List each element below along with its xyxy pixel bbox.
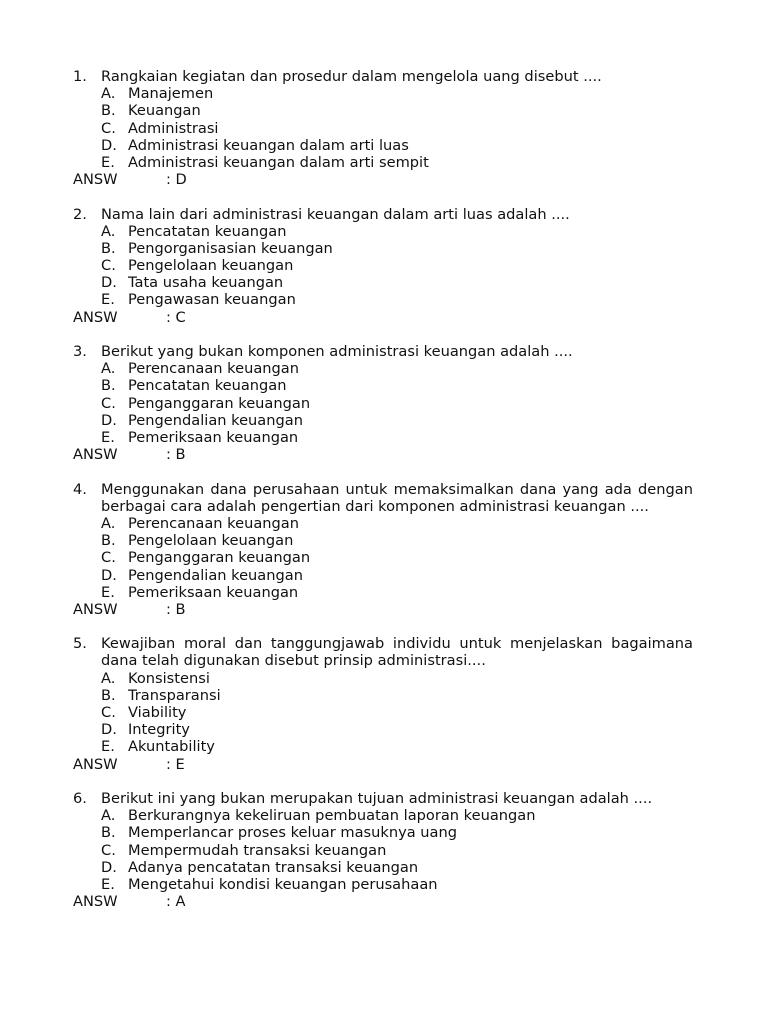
answer-line <box>0 446 768 463</box>
option-text: Pemeriksaan keuangan <box>128 583 299 601</box>
question-header <box>0 68 693 85</box>
question-5 <box>0 635 768 773</box>
option-letter: C. <box>101 841 116 859</box>
option-text: Konsistensi <box>128 669 210 687</box>
option-a <box>0 807 768 824</box>
option-b <box>0 240 768 257</box>
option-text: Memperlancar proses keluar masuknya uang <box>128 824 458 842</box>
question-text: Rangkaian kegiatan dan prosedur dalam mengelola uang disebut .... <box>101 68 602 85</box>
option-text: Adanya pencatatan transaksi keuangan <box>128 858 419 876</box>
option-c <box>0 257 768 274</box>
option-letter: D. <box>101 274 117 292</box>
option-text: Viability <box>128 704 187 722</box>
option-text: Pencatatan keuangan <box>128 222 287 240</box>
option-text: Perencanaan keuangan <box>128 514 299 532</box>
option-letter: B. <box>101 686 116 704</box>
answer-line <box>0 171 768 188</box>
option-letter: B. <box>101 102 116 120</box>
question-text: Kewajiban moral dan tanggungjawab individu untuk menjelaskan bagaimana dana telah digunakan disebut prinsip administrasi.... <box>101 635 693 670</box>
option-text: Pengendalian keuangan <box>128 411 303 429</box>
option-d <box>0 412 768 429</box>
question-header <box>0 343 693 360</box>
answer-label: ANSW <box>73 600 118 618</box>
option-d <box>0 137 768 154</box>
option-letter: C. <box>101 257 116 275</box>
answer-line <box>0 601 768 618</box>
question-header <box>0 635 693 669</box>
option-text: Integrity <box>128 721 190 739</box>
answer-line <box>0 893 768 910</box>
option-text: Administrasi <box>128 119 219 137</box>
option-e <box>0 429 768 446</box>
option-d <box>0 274 768 291</box>
option-text: Mempermudah transaksi keuangan <box>128 841 387 859</box>
answer-label: ANSW <box>73 171 118 189</box>
answer-value: : C <box>166 308 186 326</box>
question-header <box>0 790 693 807</box>
option-letter: A. <box>101 85 116 103</box>
question-number: 5. <box>73 635 87 653</box>
option-text: Keuangan <box>128 102 201 120</box>
option-letter: B. <box>101 532 116 550</box>
question-header <box>0 481 693 515</box>
option-e <box>0 876 768 893</box>
option-text: Mengetahui kondisi keuangan perusahaan <box>128 875 438 893</box>
option-a <box>0 670 768 687</box>
question-1 <box>0 68 768 188</box>
question-text: Berikut yang bukan komponen administrasi keuangan adalah .... <box>101 343 573 361</box>
option-text: Administrasi keuangan dalam arti sempit <box>128 153 429 171</box>
option-letter: A. <box>101 807 116 825</box>
question-text: Berikut ini yang bukan merupakan tujuan administrasi keuangan adalah .... <box>101 789 653 807</box>
option-letter: A. <box>101 360 116 378</box>
option-text: Pengelolaan keuangan <box>128 532 294 550</box>
question-number: 6. <box>73 789 87 807</box>
option-a <box>0 515 768 532</box>
option-e <box>0 154 768 171</box>
option-b <box>0 687 768 704</box>
option-text: Pengorganisasian keuangan <box>128 239 333 257</box>
option-text: Penganggaran keuangan <box>128 549 311 567</box>
answer-label: ANSW <box>73 755 118 773</box>
option-text: Manajemen <box>128 85 214 103</box>
option-letter: E. <box>101 153 115 171</box>
option-a <box>0 223 768 240</box>
answer-value: : E <box>166 755 185 773</box>
option-letter: D. <box>101 411 117 429</box>
option-e <box>0 291 768 308</box>
option-text: Pencatatan keuangan <box>128 377 287 395</box>
question-text: Nama lain dari administrasi keuangan dalam arti luas adalah .... <box>101 205 570 223</box>
option-text: Perencanaan keuangan <box>128 360 299 378</box>
answer-value: : B <box>166 446 186 464</box>
option-letter: D. <box>101 566 117 584</box>
option-letter: D. <box>101 721 117 739</box>
option-letter: B. <box>101 239 116 257</box>
question-3 <box>0 343 768 463</box>
question-4 <box>0 481 768 619</box>
option-text: Pemeriksaan keuangan <box>128 428 299 446</box>
option-text: Transparansi <box>128 686 221 704</box>
option-d <box>0 859 768 876</box>
option-letter: A. <box>101 222 116 240</box>
option-letter: E. <box>101 428 115 446</box>
option-letter: E. <box>101 875 115 893</box>
answer-value: : B <box>166 600 186 618</box>
answer-value: : D <box>166 171 187 189</box>
option-letter: E. <box>101 738 115 756</box>
question-2 <box>0 206 768 326</box>
option-text: Tata usaha keuangan <box>128 274 284 292</box>
option-letter: A. <box>101 514 116 532</box>
question-number: 2. <box>73 205 87 223</box>
option-letter: A. <box>101 669 116 687</box>
document-page <box>0 68 768 928</box>
answer-label: ANSW <box>73 893 118 911</box>
option-letter: C. <box>101 549 116 567</box>
option-c <box>0 704 768 721</box>
option-b <box>0 824 768 841</box>
option-e <box>0 584 768 601</box>
answer-line <box>0 756 768 773</box>
option-text: Pengawasan keuangan <box>128 291 296 309</box>
answer-label: ANSW <box>73 308 118 326</box>
answer-label: ANSW <box>73 446 118 464</box>
option-letter: B. <box>101 377 116 395</box>
option-letter: B. <box>101 824 116 842</box>
option-a <box>0 85 768 102</box>
option-c <box>0 395 768 412</box>
question-text: Menggunakan dana perusahaan untuk memaksimalkan dana yang ada dengan berbagai cara adalah pengertian dari komponen administrasi keuangan .... <box>101 480 693 515</box>
option-letter: D. <box>101 858 117 876</box>
option-a <box>0 360 768 377</box>
option-text: Administrasi keuangan dalam arti luas <box>128 136 409 154</box>
option-letter: C. <box>101 119 116 137</box>
question-6 <box>0 790 768 910</box>
answer-value: : A <box>166 893 186 911</box>
option-c <box>0 549 768 566</box>
option-c <box>0 120 768 137</box>
option-text: Penganggaran keuangan <box>128 394 311 412</box>
option-letter: E. <box>101 291 115 309</box>
question-number: 4. <box>73 480 87 498</box>
option-c <box>0 842 768 859</box>
option-text: Pengelolaan keuangan <box>128 257 294 275</box>
option-b <box>0 532 768 549</box>
option-b <box>0 377 768 394</box>
question-header <box>0 206 693 223</box>
option-letter: D. <box>101 136 117 154</box>
answer-line <box>0 309 768 326</box>
option-text: Berkurangnya kekeliruan pembuatan laporan keuangan <box>128 807 536 825</box>
option-letter: E. <box>101 583 115 601</box>
option-text: Pengendalian keuangan <box>128 566 303 584</box>
option-b <box>0 102 768 119</box>
option-d <box>0 567 768 584</box>
option-letter: C. <box>101 394 116 412</box>
option-e <box>0 738 768 755</box>
question-number: 3. <box>73 343 87 361</box>
option-d <box>0 721 768 738</box>
option-text: Akuntability <box>128 738 215 756</box>
question-number: 1. <box>73 68 87 85</box>
option-letter: C. <box>101 704 116 722</box>
